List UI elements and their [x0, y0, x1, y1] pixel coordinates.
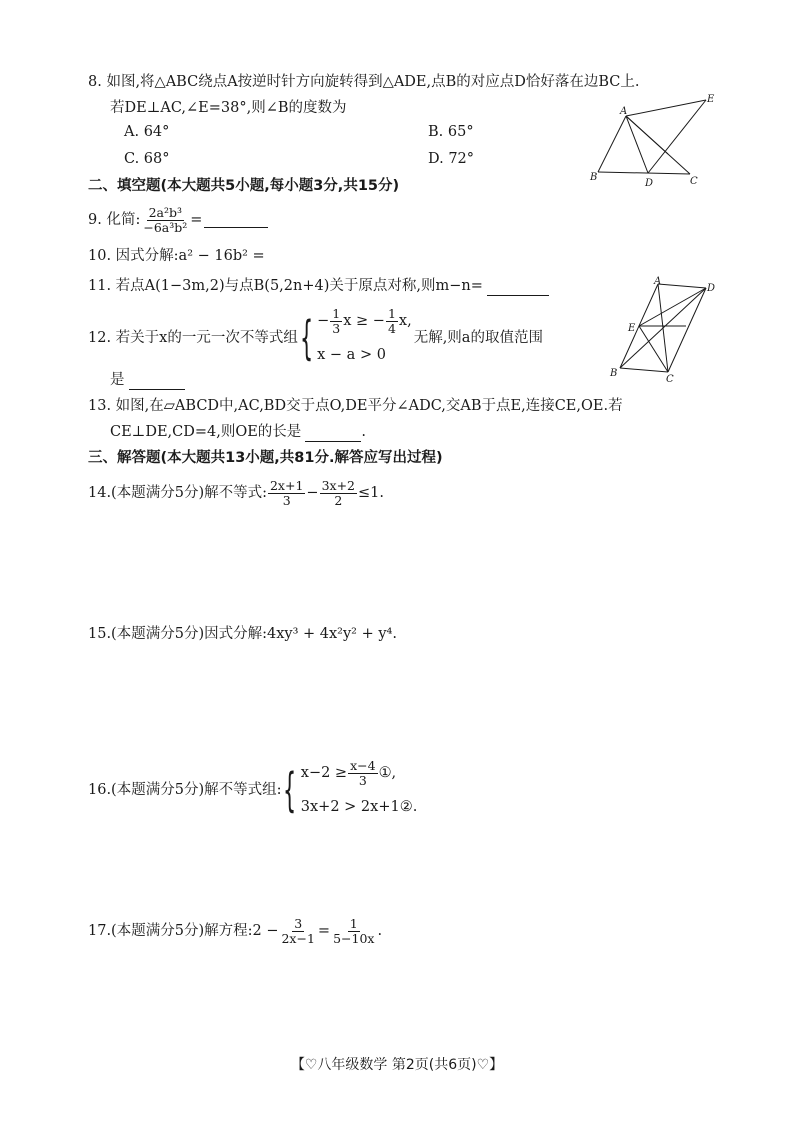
q8-line1: 8. 如图,将△ABC绕点A按逆时针方向旋转得到△ADE,点B的对应点D恰好落在边BC上.: [88, 74, 640, 90]
q9-numerator: 2a²b³: [148, 204, 183, 220]
q10: 10. 因式分解:a² − 16b² =: [88, 248, 265, 264]
q8-triangle-figure: [586, 92, 716, 188]
q14-frac2-den: 2: [334, 492, 343, 508]
q12-inequality-1: [317, 306, 412, 336]
q13-line2: [110, 422, 366, 442]
q9-denominator: −6a³b²: [143, 219, 188, 235]
fig8-label-a: A: [620, 106, 628, 117]
q16-l1-den: 3: [358, 772, 367, 788]
q14-end: ≤1.: [358, 485, 384, 501]
q12-inequality-system: [298, 306, 412, 370]
q14: [88, 474, 384, 512]
q8-option-a: A. 64°: [124, 124, 170, 140]
q12-l1-frac2-num: 1: [387, 305, 396, 321]
q13-line2-text: CE⊥DE,CD=4,则OE的长是: [110, 424, 302, 440]
q14-prefix: 14.(本题满分5分)解不等式:: [88, 485, 267, 501]
q12-cont-text: 是: [110, 372, 125, 388]
fig12-label-d: D: [707, 283, 716, 294]
q12-l1-frac1-den: 3: [332, 320, 341, 336]
q8-option-c: C. 68°: [124, 151, 170, 167]
q16-l1-left: x−2 ≥: [300, 765, 348, 781]
q12-l1-end: x,: [398, 313, 412, 329]
q9-prefix: 9. 化简:: [88, 212, 141, 228]
fig12-label-a: A: [654, 276, 662, 287]
q12-l1-sign: −: [317, 313, 330, 329]
q17-frac2-num: 1: [349, 915, 358, 931]
q17-prefix: 17.(本题满分5分)解方程:2 −: [88, 923, 279, 939]
q12-continuation: [110, 370, 185, 390]
page-footer: 【♡八年级数学 第2页(共6页)♡】: [290, 1057, 504, 1073]
fig8-label-b: B: [590, 172, 598, 183]
q12-brace: {: [299, 311, 314, 365]
q15: 15.(本题满分5分)因式分解:4xy³ + 4x²y² + y⁴.: [88, 626, 397, 642]
q12-l1-frac1-num: 1: [332, 305, 341, 321]
q12-prefix: 12. 若关于x的一元一次不等式组: [88, 330, 298, 346]
q12-l1-mid: x ≥ −: [343, 313, 385, 329]
q12: [88, 302, 543, 374]
q14-frac1-num: 2x+1: [269, 477, 304, 493]
q8-option-d: D. 72°: [428, 151, 475, 167]
section3-heading: 三、解答题(本大题共13小题,共81分.解答应写出过程): [88, 450, 443, 466]
fig12-label-b: B: [610, 368, 618, 379]
q12-suffix: 无解,则a的取值范围: [413, 330, 543, 346]
q11-answer-blank[interactable]: [487, 281, 549, 296]
q9-fraction: [141, 206, 189, 235]
q13-end: .: [361, 424, 366, 440]
fig8-label-e: E: [707, 94, 715, 105]
q16-inequality-system: [281, 758, 417, 822]
q16-l1-end: ①,: [378, 765, 397, 781]
q16-inequality-1: [301, 758, 418, 788]
q14-frac2-num: 3x+2: [321, 477, 356, 493]
q14-frac1-den: 3: [282, 492, 291, 508]
fig12-label-e: E: [628, 323, 636, 334]
fig8-label-d: D: [645, 178, 654, 188]
q17-frac2-den: 5−10x: [333, 930, 375, 946]
fig8-label-c: C: [690, 176, 698, 187]
q16-prefix: 16.(本题满分5分)解不等式组:: [88, 782, 282, 798]
q9: [88, 202, 268, 238]
q12-parallelogram-figure: [606, 274, 718, 384]
q17-end: .: [377, 923, 383, 939]
q11: [88, 276, 549, 296]
q17-equals: =: [317, 923, 331, 939]
q8-option-b: B. 65°: [428, 124, 474, 140]
fig12-label-c: C: [666, 374, 674, 384]
q8-line2: 若DE⊥AC,∠E=38°,则∠B的度数为: [110, 100, 347, 116]
q17-frac1-num: 3: [294, 915, 303, 931]
q16: [88, 754, 417, 826]
q12-answer-blank[interactable]: [129, 375, 185, 390]
q12-inequality-2: x − a > 0: [317, 347, 386, 363]
q16-inequality-2: 3x+2 > 2x+1②.: [300, 799, 418, 815]
q11-text: 11. 若点A(1−3m,2)与点B(5,2n+4)关于原点对称,则m−n=: [88, 278, 483, 294]
q16-brace: {: [283, 763, 297, 817]
q12-l1-frac2-den: 4: [387, 320, 396, 336]
q13-answer-blank[interactable]: [305, 427, 361, 442]
q14-minus: −: [306, 485, 319, 501]
section2-heading: 二、填空题(本大题共5小题,每小题3分,共15分): [88, 178, 400, 194]
q9-answer-blank[interactable]: [204, 213, 268, 228]
q17-frac1-den: 2x−1: [281, 930, 315, 946]
q9-equals: =: [190, 212, 203, 228]
q16-l1-num: x−4: [350, 757, 376, 773]
q17: [88, 912, 382, 950]
q13-line1: 13. 如图,在▱ABCD中,AC,BD交于点O,DE平分∠ADC,交AB于点E,连接CE,OE.若: [88, 398, 623, 414]
